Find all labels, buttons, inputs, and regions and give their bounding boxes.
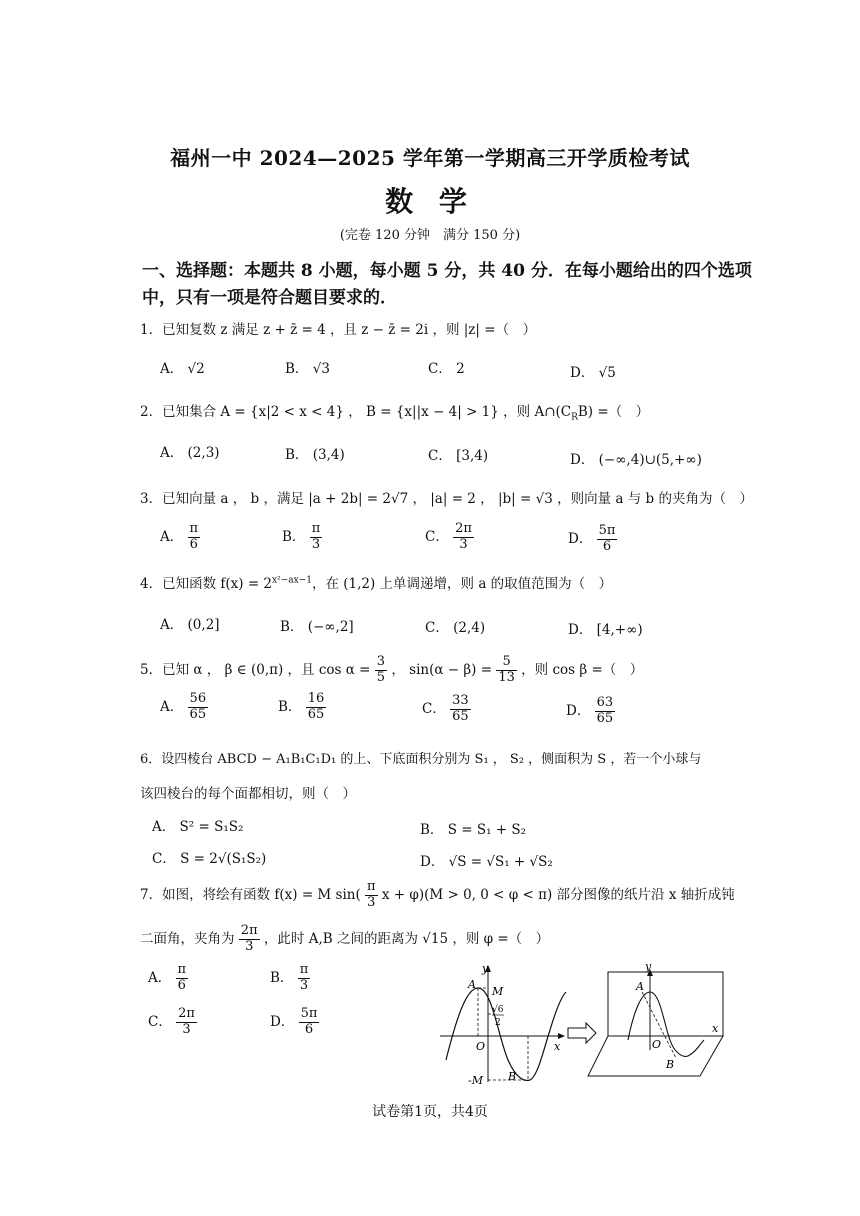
q1-option-c: C． 2 bbox=[428, 361, 465, 377]
q7-a-label: A． bbox=[148, 969, 172, 986]
q5-cos-fraction bbox=[375, 655, 387, 686]
label-a: A bbox=[468, 978, 476, 991]
question-1-stem: 1．已知复数 z 满足 z + z̄ = 4 ，且 z − z̄ = 2i ，则 |z| =（ ） bbox=[140, 322, 537, 338]
q3-a-den: 6 bbox=[189, 536, 198, 552]
q5-d-num: 63 bbox=[596, 695, 614, 710]
q6-option-b: B． S = S₁ + S₂ bbox=[420, 822, 527, 838]
q4-option-a: A． (0,2] bbox=[160, 617, 220, 633]
q7-frac-den: 3 bbox=[367, 894, 376, 910]
page-footer: 试卷第1页，共4页 bbox=[372, 1104, 488, 1120]
q4-stem-end: ，在 (1,2) 上单调递增，则 a 的取值范围为（ ） bbox=[311, 576, 613, 592]
q3-option-d bbox=[568, 524, 617, 555]
question-6-line2: 该四棱台的每个面都相切，则（ ） bbox=[140, 786, 356, 802]
q7-c-label: C． bbox=[148, 1013, 172, 1030]
label-y2: y bbox=[645, 960, 652, 973]
q7-b-den: 3 bbox=[299, 977, 309, 993]
label-y: y bbox=[482, 962, 489, 975]
q3-d-label: D． bbox=[568, 530, 593, 547]
q5-d-label: D． bbox=[566, 702, 591, 719]
q3-option-b bbox=[282, 522, 322, 553]
q5-c-num: 33 bbox=[452, 693, 469, 708]
label-a2: A bbox=[636, 980, 644, 993]
subject-heading: 数 学 bbox=[385, 185, 475, 218]
q6-option-a: A． S² = S₁S₂ bbox=[152, 819, 244, 835]
q7-d-fraction bbox=[299, 1007, 320, 1038]
q5-a-num: 56 bbox=[189, 691, 207, 706]
q7-angle-fraction bbox=[239, 924, 260, 955]
q3-c-den: 3 bbox=[459, 536, 468, 552]
time-info: (完卷 120 分钟 满分 150 分) bbox=[339, 228, 521, 243]
q5-c-den: 65 bbox=[452, 708, 469, 724]
q3-b-fraction bbox=[310, 522, 323, 553]
q6-option-c: C． S = 2√(S₁S₂) bbox=[152, 851, 267, 867]
q7-option-b bbox=[270, 963, 310, 994]
q5-f2-den: 13 bbox=[498, 669, 515, 685]
q5-a-fraction bbox=[188, 692, 209, 723]
q7-pi-over-3 bbox=[365, 880, 378, 911]
question-4-stem bbox=[140, 572, 612, 592]
label-x: x bbox=[554, 1040, 561, 1053]
q7-c-fraction bbox=[176, 1007, 197, 1038]
question-7-line2 bbox=[140, 924, 549, 955]
question-7-line1 bbox=[140, 880, 735, 911]
q4-option-d: D． [4,+∞) bbox=[568, 622, 643, 638]
q5-option-b bbox=[278, 692, 326, 723]
label-neg-m: -M bbox=[468, 1074, 483, 1087]
q7-option-d bbox=[270, 1007, 319, 1038]
q4-option-c: C． (2,4) bbox=[425, 620, 486, 636]
q5-d-fraction bbox=[595, 696, 616, 727]
q1-option-a: A． √2 bbox=[160, 361, 205, 377]
q1-option-d: D． √5 bbox=[570, 365, 616, 381]
section-heading-line2: 中，只有一项是符合题目要求的． bbox=[142, 288, 397, 308]
q2-stem-main: 2．已知集合 A = {x|2 < x < 4} ， B = {x||x − 4| > 1} ，则 A∩(C bbox=[140, 404, 572, 420]
q5-option-c bbox=[422, 694, 471, 725]
question-2-stem bbox=[140, 400, 649, 423]
q5-b-den: 65 bbox=[307, 706, 325, 722]
q2-option-c: C． [3,4) bbox=[428, 448, 489, 464]
label-m: M bbox=[492, 985, 504, 998]
q5-a-den: 65 bbox=[189, 706, 207, 722]
q3-c-num: 2π bbox=[455, 521, 472, 536]
fold-lower-curve bbox=[670, 1040, 704, 1056]
q5-f2-num: 5 bbox=[496, 655, 517, 671]
q7-b-label: B． bbox=[270, 969, 294, 986]
label-o: O bbox=[476, 1040, 486, 1053]
question-5-stem bbox=[140, 655, 643, 686]
q7-a-fraction bbox=[176, 963, 189, 994]
q7-frac-num: π bbox=[367, 879, 376, 894]
q5-option-a bbox=[160, 692, 208, 723]
q3-d-fraction bbox=[597, 524, 618, 555]
q7-b-num: π bbox=[299, 962, 309, 977]
q3-a-label: A． bbox=[160, 528, 184, 545]
exam-title: 福州一中 2024—2025 学年第一学期高三开学质检考试 bbox=[170, 146, 690, 170]
q5-c-label: C． bbox=[422, 700, 446, 717]
q5-c-fraction bbox=[450, 694, 471, 725]
q6-option-d: D． √S = √S₁ + √S₂ bbox=[420, 854, 553, 870]
q7-a-den: 6 bbox=[177, 977, 186, 993]
q4-stem-sup: x²−ax−1 bbox=[272, 575, 312, 586]
q7-b-fraction bbox=[298, 963, 311, 994]
question-6-line1: 6．设四棱台 ABCD − A₁B₁C₁D₁ 的上、下底面积分别为 S₁ ， S₂ ，侧面积为 S ，若一个小球与 bbox=[140, 752, 702, 767]
q7-d-den: 6 bbox=[304, 1021, 314, 1037]
q5-b-num: 16 bbox=[307, 691, 325, 706]
q7-f2-num: 2π bbox=[240, 923, 258, 938]
q5-stem-b: ， sin(α − β) = bbox=[391, 661, 493, 678]
q3-b-label: B． bbox=[282, 528, 306, 545]
q7-c-den: 3 bbox=[182, 1021, 191, 1037]
x-axis-arrow bbox=[558, 1033, 565, 1039]
q7-d-label: D． bbox=[270, 1013, 295, 1030]
q3-a-fraction bbox=[188, 522, 201, 553]
question-3-stem: 3．已知向量 a ， b ，满足 |a + 2b| = 2√7 ， |a| = 2 ， |b| = √3 ，则向量 a 与 b 的夹角为（ ） bbox=[140, 491, 753, 507]
q5-b-label: B． bbox=[278, 698, 302, 715]
q2-option-d: D． (−∞,4)∪(5,+∞) bbox=[570, 452, 702, 468]
section-heading-line1: 一、选择题：本题共 8 小题，每小题 5 分，共 40 分．在每小题给出的四个选项 bbox=[142, 261, 752, 281]
label-root-den: 2 bbox=[495, 1018, 501, 1028]
q5-sin-fraction bbox=[496, 655, 517, 686]
q7-line1-a: 7．如图，将绘有函数 f(x) = M sin( bbox=[140, 886, 361, 903]
q3-d-num: 5π bbox=[598, 523, 616, 538]
fold-upper-curve bbox=[628, 992, 670, 1040]
q3-c-label: C． bbox=[425, 528, 449, 545]
label-b: B bbox=[508, 1070, 517, 1083]
q3-b-den: 3 bbox=[311, 536, 321, 552]
q2-stem-end: B) =（ ） bbox=[577, 404, 650, 420]
q5-b-fraction bbox=[306, 692, 327, 723]
q2-option-b: B． (3,4) bbox=[285, 447, 345, 463]
q1-option-b: B． √3 bbox=[285, 361, 330, 377]
q5-f1-den: 5 bbox=[376, 669, 386, 685]
q7-line2-a: 二面角，夹角为 bbox=[140, 930, 235, 947]
q5-stem-c: ，则 cos β =（ ） bbox=[521, 661, 644, 678]
q7-f2-den: 3 bbox=[245, 938, 254, 954]
q5-a-label: A． bbox=[160, 698, 184, 715]
label-b2: B bbox=[666, 1058, 675, 1071]
q7-option-a bbox=[148, 963, 188, 994]
q7-option-c bbox=[148, 1007, 197, 1038]
q7-c-num: 2π bbox=[178, 1006, 195, 1021]
q7-a-num: π bbox=[177, 962, 187, 977]
transform-arrow-icon bbox=[568, 1023, 596, 1043]
q2-option-a: A． (2,3) bbox=[160, 445, 220, 461]
q3-option-a bbox=[160, 522, 200, 553]
label-root-num: √6 bbox=[492, 1005, 504, 1015]
sine-curve bbox=[446, 988, 566, 1080]
q5-f1-num: 3 bbox=[376, 654, 386, 669]
label-o2: O bbox=[652, 1038, 662, 1051]
q3-b-num: π bbox=[311, 521, 321, 536]
q3-d-den: 6 bbox=[602, 538, 612, 554]
q4-option-b: B． (−∞,2] bbox=[280, 619, 354, 635]
label-x2: x bbox=[712, 1022, 719, 1035]
q5-d-den: 65 bbox=[596, 710, 614, 726]
q7-d-num: 5π bbox=[300, 1006, 318, 1021]
q3-option-c bbox=[425, 522, 474, 553]
q5-option-d bbox=[566, 696, 615, 727]
q4-stem-main: 4．已知函数 f(x) = 2 bbox=[140, 576, 273, 592]
q7-line2-b: ，此时 A,B 之间的距离为 √15 ，则 φ =（ ） bbox=[263, 930, 550, 947]
q2-stem-sub: R bbox=[571, 412, 578, 423]
q3-a-num: π bbox=[189, 521, 199, 536]
q3-c-fraction bbox=[453, 522, 474, 553]
q7-line1-b: x + φ)(M > 0, 0 < φ < π) 部分图像的纸片沿 x 轴折成钝 bbox=[381, 886, 735, 903]
q5-stem-a: 5．已知 α ， β ∈ (0,π) ，且 cos α = bbox=[140, 661, 371, 678]
sine-fold-figure bbox=[438, 960, 728, 1090]
